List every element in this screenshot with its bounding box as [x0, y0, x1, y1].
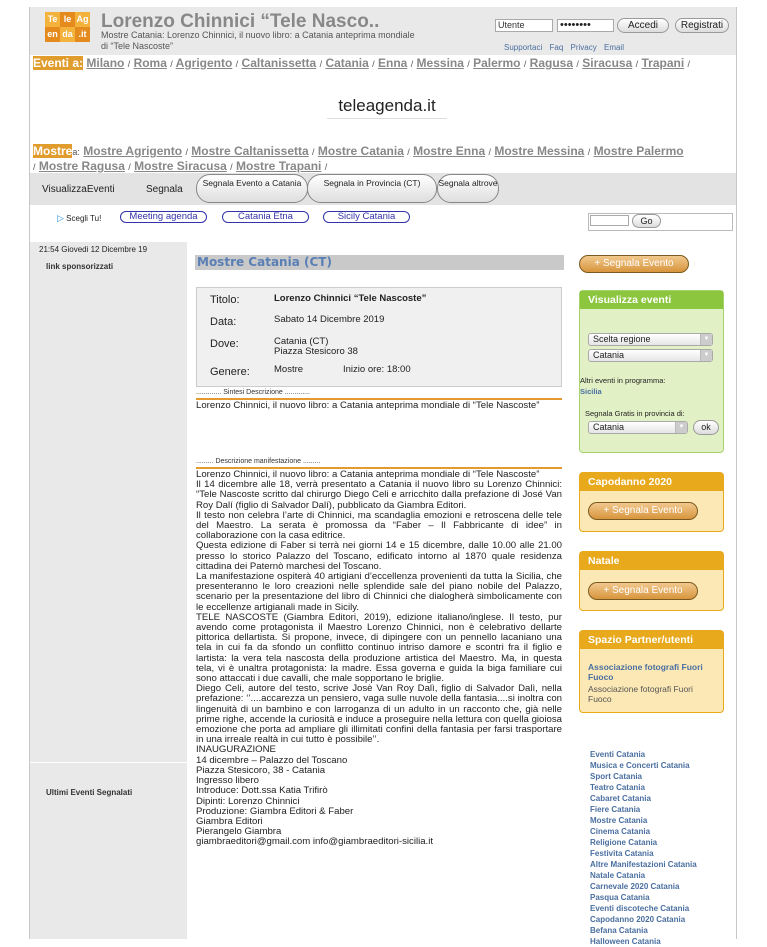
- category-link[interactable]: Festivita Catania: [590, 849, 654, 858]
- catania-etna-link[interactable]: Catania Etna: [222, 211, 309, 223]
- chevron-down-icon: ▼: [700, 350, 712, 361]
- support-link[interactable]: Supportaci: [504, 43, 543, 52]
- password-input[interactable]: ••••••••: [557, 19, 614, 32]
- category-link[interactable]: Eventi discoteche Catania: [590, 904, 690, 913]
- category-link[interactable]: Mostre Catania: [590, 816, 648, 825]
- sicily-catania-link[interactable]: Sicily Catania: [323, 211, 410, 223]
- partner-box: [579, 630, 724, 713]
- logo-letter: le: [60, 12, 75, 27]
- desc-paragraph: La manifestazione ospiterà 40 artigiani d’eccellenza provenienti da tutta la Sicilia, che presenteranno le loro creazioni nelle splendide sale del piano nobile del Palazzo, scenario per la presentazione del libro di Chinnici che dialogherà simbolicamente con le eccellenze artigianali made in Sicily.: [196, 571, 562, 613]
- category-link[interactable]: Cabaret Catania: [590, 794, 651, 803]
- logo-letter: Ag: [75, 12, 90, 27]
- timestamp: 21:54 Giovedi 12 Dicembre 19: [39, 245, 148, 254]
- visualizza-eventi-box: [579, 290, 724, 453]
- city-link[interactable]: Caltanissetta: [241, 56, 317, 70]
- mostre-link[interactable]: Mostre Caltanissetta: [191, 144, 309, 158]
- province-select[interactable]: [588, 421, 688, 434]
- logo-letter: Te: [45, 12, 60, 27]
- meeting-agenda-link[interactable]: Meeting agenda: [120, 211, 207, 223]
- genere-label: Genere:: [210, 366, 250, 378]
- sintesi-header: ............. Sintesi Descrizione .............: [196, 388, 562, 400]
- mostre-link[interactable]: Mostre Enna: [413, 144, 486, 158]
- city-link[interactable]: Milano: [86, 56, 125, 70]
- event-title: Lorenzo Chinnici “Tele Nascoste”: [274, 293, 427, 304]
- descrizione-header: ......... Descrizione manifestazione .........: [196, 457, 562, 469]
- city-link[interactable]: Palermo: [473, 56, 521, 70]
- ok-button[interactable]: ok: [693, 420, 719, 435]
- logo-letter: en: [45, 27, 60, 42]
- event-content: [196, 387, 562, 939]
- faq-link[interactable]: Faq: [549, 43, 564, 52]
- logo-letter: da: [60, 27, 75, 42]
- category-link[interactable]: Religione Catania: [590, 838, 658, 847]
- category-link[interactable]: Sport Catania: [590, 772, 643, 781]
- segnala-evento-button[interactable]: + Segnala Evento: [579, 255, 689, 273]
- natale-segnala-button[interactable]: + Segnala Evento: [588, 582, 698, 600]
- mostre-nav: Mostrea: Mostre Agrigento / Mostre Caltanissetta / Mostre Catania / Mostre Enna / Mostre Messina / Mostre Palermo / Mostre Ragusa / Mostre Siracusa / Mostre Trapani /: [33, 144, 684, 173]
- sicilia-link[interactable]: Sicilia: [580, 387, 602, 396]
- desc-paragraph: Piazza Stesicoro, 38 - Catania: [196, 764, 326, 776]
- segnala-catania-button[interactable]: Segnala Evento a Catania: [196, 174, 308, 203]
- descrizione-body: [196, 470, 562, 848]
- mostre-link[interactable]: Mostre Palermo: [593, 144, 684, 158]
- mostre-link[interactable]: Mostre Siracusa: [134, 159, 227, 173]
- events-label: Eventi a:: [33, 56, 84, 70]
- natale-title: Natale: [580, 552, 723, 570]
- desc-paragraph: Il testo non celebra l’arte di Chinnici, ma scandaglia emozioni e retroscena delle tele del Maestro. La serata è promossa da “Faber – Il Fabbricante di idee” in collaborazione con la casa editrice.: [196, 509, 562, 542]
- event-start-time: Inizio ore: 18:00: [343, 364, 411, 375]
- event-genre: Mostre: [274, 364, 304, 375]
- top-links: [504, 43, 629, 52]
- capodanno-title: Capodanno 2020: [580, 473, 723, 491]
- category-link[interactable]: Befana Catania: [590, 926, 648, 935]
- desc-paragraph: INAUGURAZIONE: [196, 744, 276, 756]
- privacy-link[interactable]: Privacy: [570, 43, 597, 52]
- category-link[interactable]: Fiere Catania: [590, 805, 641, 814]
- logo-letter: .it: [75, 27, 90, 42]
- altri-eventi-label: Altri eventi in programma:: [580, 376, 666, 385]
- left-sidebar: [30, 242, 187, 939]
- city-select[interactable]: [588, 349, 713, 362]
- mostre-label: Mostre: [33, 144, 73, 158]
- action-navbar: [30, 173, 736, 205]
- city-link[interactable]: Enna: [378, 56, 408, 70]
- dove-label: Dove:: [210, 338, 239, 350]
- chevron-down-icon: ▼: [675, 422, 687, 433]
- category-link[interactable]: Teatro Catania: [590, 783, 645, 792]
- category-link[interactable]: Capodanno 2020 Catania: [590, 915, 686, 924]
- mostre-link[interactable]: Mostre Messina: [494, 144, 585, 158]
- city-link[interactable]: Siracusa: [582, 56, 633, 70]
- header: [30, 7, 736, 55]
- category-link[interactable]: Cinema Catania: [590, 827, 651, 836]
- desc-paragraph: 14 dicembre – Palazzo del Toscano: [196, 754, 348, 766]
- city-link[interactable]: Messina: [416, 56, 464, 70]
- capodanno-segnala-button[interactable]: + Segnala Evento: [588, 502, 698, 520]
- site-logo[interactable]: [45, 12, 90, 42]
- event-city: Catania (CT): [274, 336, 329, 347]
- city-link[interactable]: Roma: [133, 56, 167, 70]
- desc-paragraph: TELE NASCOSTE (Giambra Editori, 2019), edizione italiano/inglese. Il testo, pur avendo come protagonista il Maestro Lorenzo Chinnici, non è celebrativo dellarte pittorica dellartista. Si propone, invece, di dipingere con un pennello lacaniano una tela in cui fa da sfondo un conflitto continuo intriso damore e scontri fra il figlio e lartista: la vera tela nascosta della produzione artistica del Maestro. Ma, in questa tela, vi è unaltra protagonista: la madre. Essa governa e guida la biga familiare cui sono attaccati i due cavalli, che male sopportano le briglie.: [196, 611, 562, 685]
- category-link[interactable]: Altre Manifestazioni Catania: [590, 860, 697, 869]
- desc-paragraph[interactable]: giambraeditori@gmail.com info@giambraeditori-sicilia.it: [196, 836, 434, 848]
- category-link[interactable]: Halloween Catania: [590, 937, 661, 946]
- play-icon: ▷: [57, 213, 64, 223]
- visualizza-eventi-title: Visualizza eventi: [580, 291, 723, 309]
- segnala-provincia-button[interactable]: Segnala in Provincia (CT): [307, 174, 437, 203]
- event-address: Piazza Stesicoro 38: [274, 346, 358, 357]
- desc-paragraph: Lorenzo Chinnici, il nuovo libro: a Catania anteprima mondiale di “Tele Nascoste”: [196, 469, 540, 480]
- sponsored-links-heading: link sponsorizzati: [46, 262, 114, 271]
- mostre-link[interactable]: Mostre Catania: [317, 144, 404, 158]
- mostre-link[interactable]: Mostre Trapani: [236, 159, 322, 173]
- username-input[interactable]: Utente: [495, 19, 553, 32]
- email-link[interactable]: Email: [603, 43, 624, 52]
- divider: [30, 762, 187, 763]
- category-link[interactable]: Natale Catania: [590, 871, 646, 880]
- city-link[interactable]: Catania: [325, 56, 369, 70]
- region-select-value: Scelta regione: [593, 334, 651, 344]
- scegli-label: Scegli Tu!: [66, 214, 102, 223]
- desc-paragraph: Giambra Editori: [196, 815, 263, 827]
- mostre-link[interactable]: Mostre Agrigento: [83, 144, 183, 158]
- desc-paragraph: Dipinti: Lorenzo Chinnici: [196, 795, 300, 807]
- region-select[interactable]: [588, 333, 713, 346]
- segnala-tab[interactable]: Segnala: [146, 184, 183, 195]
- titolo-label: Titolo:: [210, 294, 240, 306]
- desc-paragraph: Questa edizione di Faber si terrà nei giorni 14 e 15 dicembre, dalle 10.00 alle 21.00 presso lo storico Palazzo del Toscano, edificato intorno al 1870 quale residenza cittadina dei Paternò marchesi del Toscano.: [196, 540, 562, 572]
- segnala-altrove-button[interactable]: Segnala altrove: [437, 174, 499, 203]
- desc-paragraph: Introduce: Dott.ssa Katia Trifirò: [196, 785, 328, 797]
- city-link[interactable]: Agrigento: [175, 56, 233, 70]
- events-city-nav: Eventi a: Milano / Roma / Agrigento / Caltanissetta / Catania / Enna / Messina / Palermo / Ragusa / Siracusa / Trapani /: [33, 56, 691, 70]
- category-link[interactable]: Musica e Concerti Catania: [590, 761, 690, 770]
- province-select-value: Catania: [593, 422, 625, 432]
- desc-paragraph: Pierangelo Giambra: [196, 826, 282, 838]
- right-sidebar: [575, 242, 738, 946]
- partner-desc: Associazione fotografi Fuori Fuoco: [588, 684, 693, 704]
- desc-paragraph: Ingresso libero: [196, 775, 259, 787]
- category-link[interactable]: Eventi Catania: [590, 750, 646, 759]
- desc-paragraph: Diego Celi, autore del testo, scrive Josè Van Roy Dalì, figlio di Salvador Dalì, nella prefazione: ‘’....accarezza un pensiero, vaga sulle nuvole della fantasia....si inoltra con lingenuità di un bambino e con larroganza di un adulto in un racconto che, già nelle prime righe, accende la curiosità e induce a proseguire nella lettura con quella gioiosa emozione che porta ad ampliare gli illimitati confini della fantasia per farsi trasportare in una irreale realtà in cui tutto è possibile’’.: [196, 683, 562, 746]
- mostre-link[interactable]: Mostre Ragusa: [38, 159, 125, 173]
- sub-nav: [30, 207, 736, 229]
- search-input[interactable]: [590, 215, 629, 226]
- event-date: Sabato 14 Dicembre 2019: [274, 314, 385, 325]
- page: [29, 7, 737, 946]
- visualizza-eventi-tab[interactable]: VisualizzaEventi: [42, 184, 115, 195]
- page-title: Lorenzo Chinnici “Tele Nasco..: [101, 11, 380, 32]
- desc-paragraph: Il 14 dicembre alle 18, verrà presentato a Catania il nuovo libro su Lorenzo Chinnici: “Tele Nascoste scritto dal chirurgo Diego Celi e arricchito dalla prefazione di José Van Roy Dalí (figlio di Salvador Dalí), pubblicato da Giambra Editori.: [196, 479, 562, 511]
- event-detail-box: [196, 287, 562, 387]
- category-links: [590, 749, 697, 947]
- data-label: Data:: [210, 316, 237, 328]
- category-link[interactable]: Pasqua Catania: [590, 893, 650, 902]
- latest-events-heading: Ultimi Eventi Segnalati: [46, 788, 133, 797]
- chevron-down-icon: ▼: [700, 334, 712, 345]
- partner-title: Spazio Partner/utenti: [580, 631, 723, 649]
- segnala-gratis-label: Segnala Gratis in provincia di:: [585, 409, 685, 418]
- category-link[interactable]: Carnevale 2020 Catania: [590, 882, 680, 891]
- banner[interactable]: teleagenda.it: [327, 93, 447, 119]
- natale-box: [579, 551, 724, 611]
- register-button[interactable]: Registrati: [675, 18, 729, 33]
- go-button[interactable]: Go: [632, 214, 661, 228]
- desc-paragraph: Produzione: Giambra Editori & Faber: [196, 805, 354, 817]
- section-title: Mostre Catania (CT): [195, 255, 564, 270]
- capodanno-box: [579, 472, 724, 532]
- city-link[interactable]: Trapani: [641, 56, 685, 70]
- city-link[interactable]: Ragusa: [529, 56, 574, 70]
- login-button[interactable]: Accedi: [617, 18, 669, 33]
- city-select-value: Catania: [593, 350, 625, 360]
- partner-link[interactable]: Associazione fotografi Fuori Fuoco: [588, 662, 703, 682]
- scegli-link[interactable]: [57, 213, 101, 224]
- sintesi-text: Lorenzo Chinnici, il nuovo libro: a Catania anteprima mondiale di “Tele Nascoste”: [196, 400, 540, 411]
- page-subtitle: Mostre Catania: Lorenzo Chinnici, il nuovo libro: a Catania anteprima mondiale di “Tele Nascoste”: [101, 30, 415, 51]
